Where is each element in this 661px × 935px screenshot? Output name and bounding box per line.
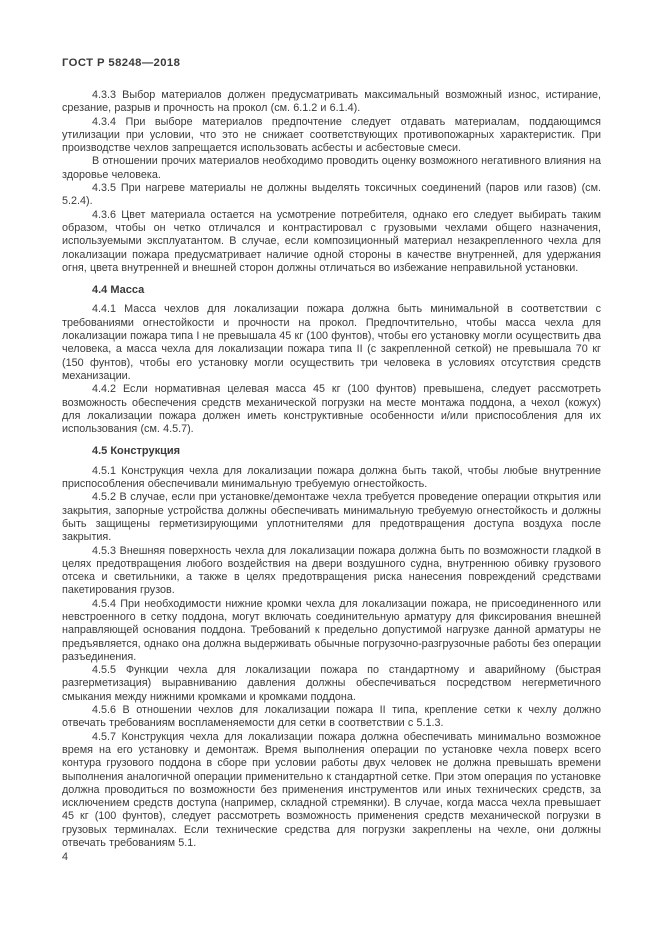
section-heading-4-4-mass: 4.4 Масса (92, 284, 145, 297)
paragraph-4-3-5: 4.3.5 При нагреве материалы не должны выделять токсичных соединений (паров или газов) (см. 5.2.4). (62, 182, 601, 208)
paragraph-4-3-4-continued: В отношении прочих материалов необходимо проводить оценку возможного негативного влияния на здоровье человека. (62, 155, 601, 181)
section-heading-4-5-construction: 4.5 Конструкция (92, 445, 181, 458)
paragraph-4-5-2: 4.5.2 В случае, если при установке/демонтаже чехла требуется проведение операции открытия или закрытия, запорные устройства должны обеспечивать минимальную требуемую огнестойкость и должны быть защищены герметизирующими уплотнителями для предотвращения доступа воздуха после закрытия. (62, 491, 601, 544)
paragraph-4-5-1: 4.5.1 Конструкция чехла для локализации пожара должна быть такой, чтобы любые внутренние приспособления обеспечивали минимальную требуемую огнестойкость. (62, 464, 601, 491)
paragraph-4-4-1: 4.4.1 Масса чехлов для локализации пожара должна быть минимальной в соответствии с требованиями огнестойкости и прочности на прокол. Предпочтительно, чтобы масса чехла для локализации пожара типа I не превышала 45 кг (100 фунтов), чтобы его установку могли осуществить два человека, а масса чехла для локализации пожара типа II (с закрепленной сеткой) не превышала 70 кг (150 фунтов), чтобы его установку могли осуществить три человека в условиях отсутствия средств механизации. (62, 303, 601, 382)
paragraph-4-5-5: 4.5.5 Функции чехла для локализации пожара по стандартному и аварийному (быстрая разгерметизация) выравниванию давления должны обеспечиваться посредством негерметичного смыкания между нижними кромками и кромками поддона. (62, 664, 601, 703)
paragraph-4-5-4: 4.5.4 При необходимости нижние кромки чехла для локализации пожара, не присоединенного или невстроенного в сетку поддона, могут включать соединительную арматуру для фиксирования внешней направляющей основания поддона. Требований к предельно допустимой нагрузке данной арматуры не предъявляется, однако она должна выдерживать обычные погрузочно-разгрузочные работы без операции разъединения. (62, 597, 601, 663)
paragraph-4-5-7: 4.5.7 Конструкция чехла для локализации пожара должна обеспечивать минимально возможное время на его установку и демонтаж. Время выполнения операции по установке чехла поверх всего контура грузового поддона в сборе при условии работы двух человек не должна превышать времени выполнения аналогичной операции применительно к стандартной сетке. При этом операция по установке должна проводиться по возможности без применения инструментов или иных технических средств, за исключением средств доступа (например, складной стремянки). В случае, когда масса чехла превышает 45 кг (100 фунтов), следует рассмотреть возможность применения средств механической погрузки в грузовых терминалах. Если технические средства для погрузки закреплены на чехле, они должны отвечать требованиям 5.1. (62, 730, 601, 850)
paragraph-4-3-3: 4.3.3 Выбор материалов должен предусматривать максимальный возможный износ, истирание, срезание, разрыв и прочность на прокол (см. 6.1.2 и 6.1.4). (62, 89, 601, 115)
paragraph-4-3-6: 4.3.6 Цвет материала остается на усмотрение потребителя, однако его следует выбирать таким образом, чтобы он четко отличался и контрастировал с грузовыми чехлами общего назначения, используемыми эксплуатантом. В случае, если композиционный материал незакрепленного чехла для локализации пожара предусматривает наличие одной стороны в качестве внутренней, для удержания огня, цвета внутренней и внешней сторон должны отличаться во избежание неправильной установки. (62, 208, 601, 274)
document-content (62, 57, 601, 865)
document-header-standard-number: ГОСТ Р 58248—2018 (62, 57, 181, 69)
paragraph-4-5-6: 4.5.6 В отношении чехлов для локализации пожара II типа, крепление сетки к чехлу должно отвечать требованиям воспламеняемости для сетки в соответствии с 5.1.3. (62, 704, 601, 730)
paragraph-4-3-4: 4.3.4 При выборе материалов предпочтение следует отдавать материалам, поддающимся утилизации при условии, что это не снижает соответствующих противопожарных характеристик. При производстве чехлов запрещается использовать асбесты и асбестовые смеси. (62, 115, 601, 155)
paragraph-4-4-2: 4.4.2 Если нормативная целевая масса 45 кг (100 фунтов) превышена, следует рассмотреть возможность обеспечения средств механической погрузки на месте монтажа поддона, а чехол (кожух) для локализации пожара должен иметь конструктивные особенности и/или приспособления для их использования (см. 4.5.7). (62, 383, 601, 436)
page-number: 4 (62, 851, 69, 864)
paragraph-4-5-3: 4.5.3 Внешняя поверхность чехла для локализации пожара должна быть по возможности гладкой в целях предотвращения любого воздействия на двери воздушного судна, внутреннюю обивку грузового отсека и светильники, а также в целях предотвращения риска нанесения повреждений средствами пакетирования грузов. (62, 544, 601, 597)
